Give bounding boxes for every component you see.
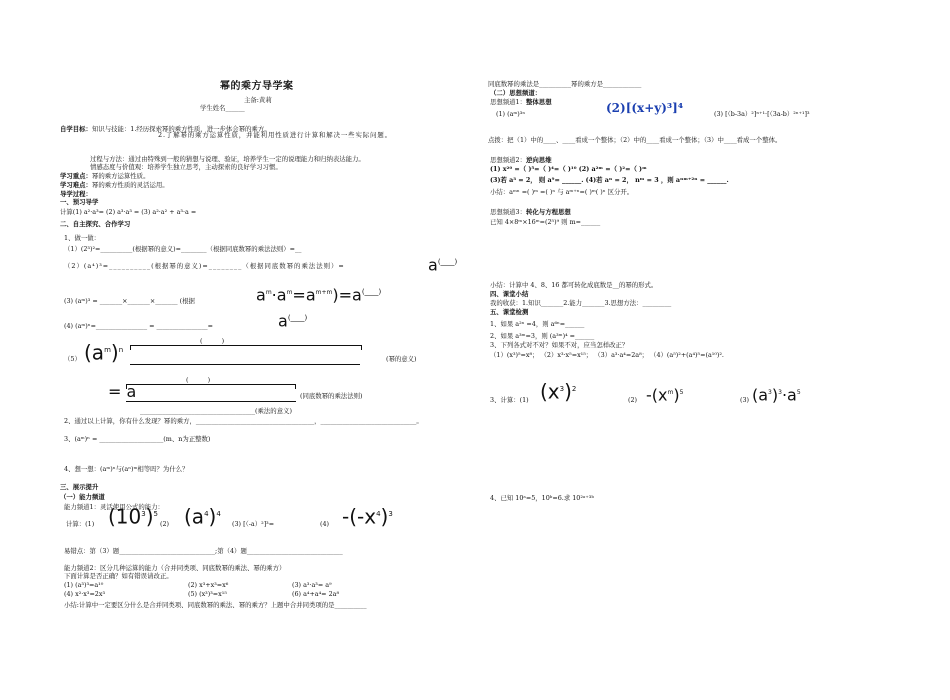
test-1: 1、如果 a²ⁿ =4，则 a⁶ⁿ=______ xyxy=(490,320,585,328)
ability-1: 能力频道1：灵活使用公式的能力： xyxy=(64,503,164,511)
section-2-heading: 二、自主探究、合作学习 xyxy=(60,220,131,228)
test-calc-3-expr: $(a^3)^3\cdot a^5$ xyxy=(752,385,801,405)
process-heading: 导学过程： xyxy=(60,190,92,198)
power-a-4: = a xyxy=(108,382,137,401)
section-3-heading: 三、展示提升 xyxy=(60,483,99,491)
difficulty-text: 幂的乘方性质的灵活运用。 xyxy=(91,181,169,189)
meaning-blank xyxy=(130,357,360,365)
ability-2: 能力频道2：区分几种运算的能力（合并同类项、同底数幂的乘法、幂的乘方） xyxy=(64,564,286,572)
power-a-m-n: $(a^m)^n$ xyxy=(84,340,124,365)
power-a-3: a(____) xyxy=(278,311,308,331)
power-a-2: $a^m\cdot a^m=a^{m+m})=a^{(\_\_\_\_)}$ xyxy=(256,285,382,305)
thinking-2-title: 逆向思维 xyxy=(526,156,552,164)
thinking-1-q1: (1) (aᵐ)³ⁿ xyxy=(496,110,526,118)
section-1-calc: 计算(1) a²·a³= (2) a³·a³ = (3) a²·a² + a³·a = xyxy=(60,208,197,216)
ability-channel: （一）能力频道 xyxy=(60,493,105,501)
calc-2: (2) xyxy=(160,520,170,528)
meaning-note: (幂的意义) xyxy=(386,355,417,363)
calc-1: 计算：(1) xyxy=(66,520,95,528)
reverse-2: (3)若 a³ = 2， 则 a⁹= ______. (4)若 aⁿ = 2， nᵐ = 3 ，则 aⁿᵐ⁺²ⁿ = ______. xyxy=(490,176,729,184)
page-title: 幂的乘方导学案 xyxy=(220,81,294,92)
check-1: (1) (a³)³=a¹⁰ xyxy=(64,581,104,589)
check-3: (3) a³·a³= a⁹ xyxy=(292,581,332,589)
equation-q: 已知 4×8ᵐ×16ᵐ=(2⁵)⁹ 则 m=______ xyxy=(490,218,601,226)
check-5: (5) (x³)³=x¹⁵ xyxy=(188,590,227,598)
key-label: 学习重点： xyxy=(60,172,92,180)
calc-1-expr: $(10^3)^5$ xyxy=(108,504,159,529)
calc-4-expr: $-(-x^4)^3$ xyxy=(342,504,393,529)
q2-b: ____________________________________(乘法的意义) xyxy=(140,407,292,415)
goal-2: 2.了解幂的乘方运算性质，并能利用性质进行计算和解决一些实际问题。 xyxy=(158,131,392,139)
calc-2-expr: $(a^4)^4$ xyxy=(184,504,221,529)
tip: 点拨：把（1）中的____、____看成一个整体；（2）中的____看成一个整体；（3）中____看成一个整体。 xyxy=(488,136,782,144)
easy-wrong: 易错点：第（3）题______________________________;第（4）题______________________________ xyxy=(64,547,343,555)
thinking-2-label: 思想频道2： xyxy=(490,156,527,164)
thinking-1-title: 整体思想 xyxy=(526,98,552,106)
thinking-1-q3: (3) [（b-3a）²]ⁿ⁺¹·[（3a-b）²ⁿ⁺¹]³ xyxy=(714,110,810,118)
key-text: 幂的乘方运算性质。 xyxy=(91,172,150,180)
r-line-1: 同底数幂的乘法是__________幂的乘方是____________ xyxy=(488,80,642,88)
check-4: (4) x²·x³=2x³ xyxy=(64,590,106,598)
test-2: 2、如果 a³ᵐ=3，则 (a³ᵐ)⁴ =______ xyxy=(490,332,595,340)
test-calc-1-expr: $(x^3)^2$ xyxy=(540,379,577,404)
q1-e: （5） xyxy=(64,355,81,363)
section-1-heading: 一、预习导学 xyxy=(60,198,99,206)
brace-label: ( ) xyxy=(200,337,225,345)
thinking-3-title: 转化与方程思想 xyxy=(526,208,571,216)
test-3-items: （1）(x³)⁵=x⁸； （2）x³·x⁵=x¹⁵； （3）a³·a⁴=2a⁸； （4）(a⁵)²+(a⁴)⁵=(a¹⁰)². xyxy=(490,351,724,359)
reverse-1: (1) x²⁰ =（ )⁵=（ )⁴=（ )¹⁰ (2) a²ᵐ =（ )²=（ )ᵐ xyxy=(490,165,647,173)
q4: 4、想一想：(aᵐ)ⁿ与(aⁿ)ᵐ相等吗？为什么？ xyxy=(64,465,189,473)
goal-label: 自学目标： xyxy=(60,125,92,133)
brace-top xyxy=(130,345,362,350)
test-calc: 3、计算：(1) xyxy=(490,396,529,404)
section-4-heading: 四、课堂小结 xyxy=(490,290,529,298)
student-name: 学生姓名______ xyxy=(200,104,245,112)
summary: 小结:计算中一定要区分什么是合并同类项、同底数幂的乘法、幂的乘方？上题中合并同类项的是__________ xyxy=(64,601,367,609)
brace-label-2: ( ) xyxy=(186,376,211,384)
test-calc-2-expr: $-(x^m)^5$ xyxy=(646,385,684,405)
thinking-1-q2: (2)[(x+y)³]⁴ xyxy=(606,101,684,115)
q3: 3、(aᵐ)ⁿ = ____________________(m、n为正整数) xyxy=(64,435,211,443)
difficulty-label: 学习难点： xyxy=(60,181,92,189)
test-calc-3: (3) xyxy=(740,396,750,404)
conversion-summary: 小结：计算中 4、8、16 都可转化成底数是__的幂的形式。 xyxy=(490,281,658,289)
q1-label: 1、做一做： xyxy=(64,234,101,242)
q1-d: (4) (aᵐ)ⁿ=________________ = ________________= xyxy=(64,322,213,330)
q2: 2、通过以上计算，你有什么发现？幂的乘方，_____________________________________，______________________________。 xyxy=(64,417,423,425)
thinking-channel: （二）思想频道： xyxy=(490,89,542,97)
test-3: 3、下列各式对不对？如果不对，应当怎样改正？ xyxy=(490,341,629,349)
thinking-3-label: 思想频道3： xyxy=(490,208,527,216)
test-calc-2: (2) xyxy=(628,396,638,404)
ability-2-b: 下面计算是否正确？如有错误请改正。 xyxy=(64,572,173,580)
q1-b: （2）(a⁴)³=__________(根据幂的意义)=________（根据同底数幂的乘法法则）= xyxy=(64,262,345,270)
check-6: (6) a⁴+a⁴= 2a⁸ xyxy=(292,590,340,598)
test-4: 4、已知 10ᵃ=5，10ᵇ=6.求 10²ᵃ⁺³ᵇ xyxy=(490,494,594,502)
q1-a: （1）(2³)²=__________(根据幂的意义)=________（根据同底数幂的乘法法则）=__ xyxy=(64,245,302,253)
rule-blank xyxy=(126,394,296,402)
rule-note: (同底数幂的乘法法则) xyxy=(300,392,363,400)
power-a-1: a(____) xyxy=(428,255,458,275)
thinking-1-label: 思想频道1： xyxy=(490,98,527,106)
check-2: (2) x³+x³=x⁶ xyxy=(188,581,229,589)
gains: 我的收获：1.知识_______2.能力_______3.思想方法：_________ xyxy=(490,299,672,307)
reverse-summary: 小结：aᵐⁿ =( )ᵐ =( )ⁿ 与 aᵐ⁺ⁿ=( )ᵐ( )ⁿ 区分开。 xyxy=(490,188,634,196)
goal-3: 过程与方法：通过由特殊到一般的猜想与说理、验证，培养学生一定的说理能力和归纳表达能力。 xyxy=(90,155,365,163)
author: 主备:黄莉 xyxy=(244,96,272,104)
goal-1: 知识与技能：1.经历探索幂的乘方性质，进一步体会幂的乘方。 xyxy=(91,125,271,133)
goal-4: 情感态度与价值观：培养学生独立思考，主动探索的良好学习习惯。 xyxy=(90,163,282,171)
q1-c: (3) (aᵐ)³ = _______×_______×_______ (根据 xyxy=(64,297,195,305)
calc-3: (3) [（-a）²]³= xyxy=(232,520,275,528)
section-5-heading: 五、课堂检测 xyxy=(490,308,529,316)
brace-bottom xyxy=(126,384,296,389)
calc-4: (4) xyxy=(320,520,330,528)
